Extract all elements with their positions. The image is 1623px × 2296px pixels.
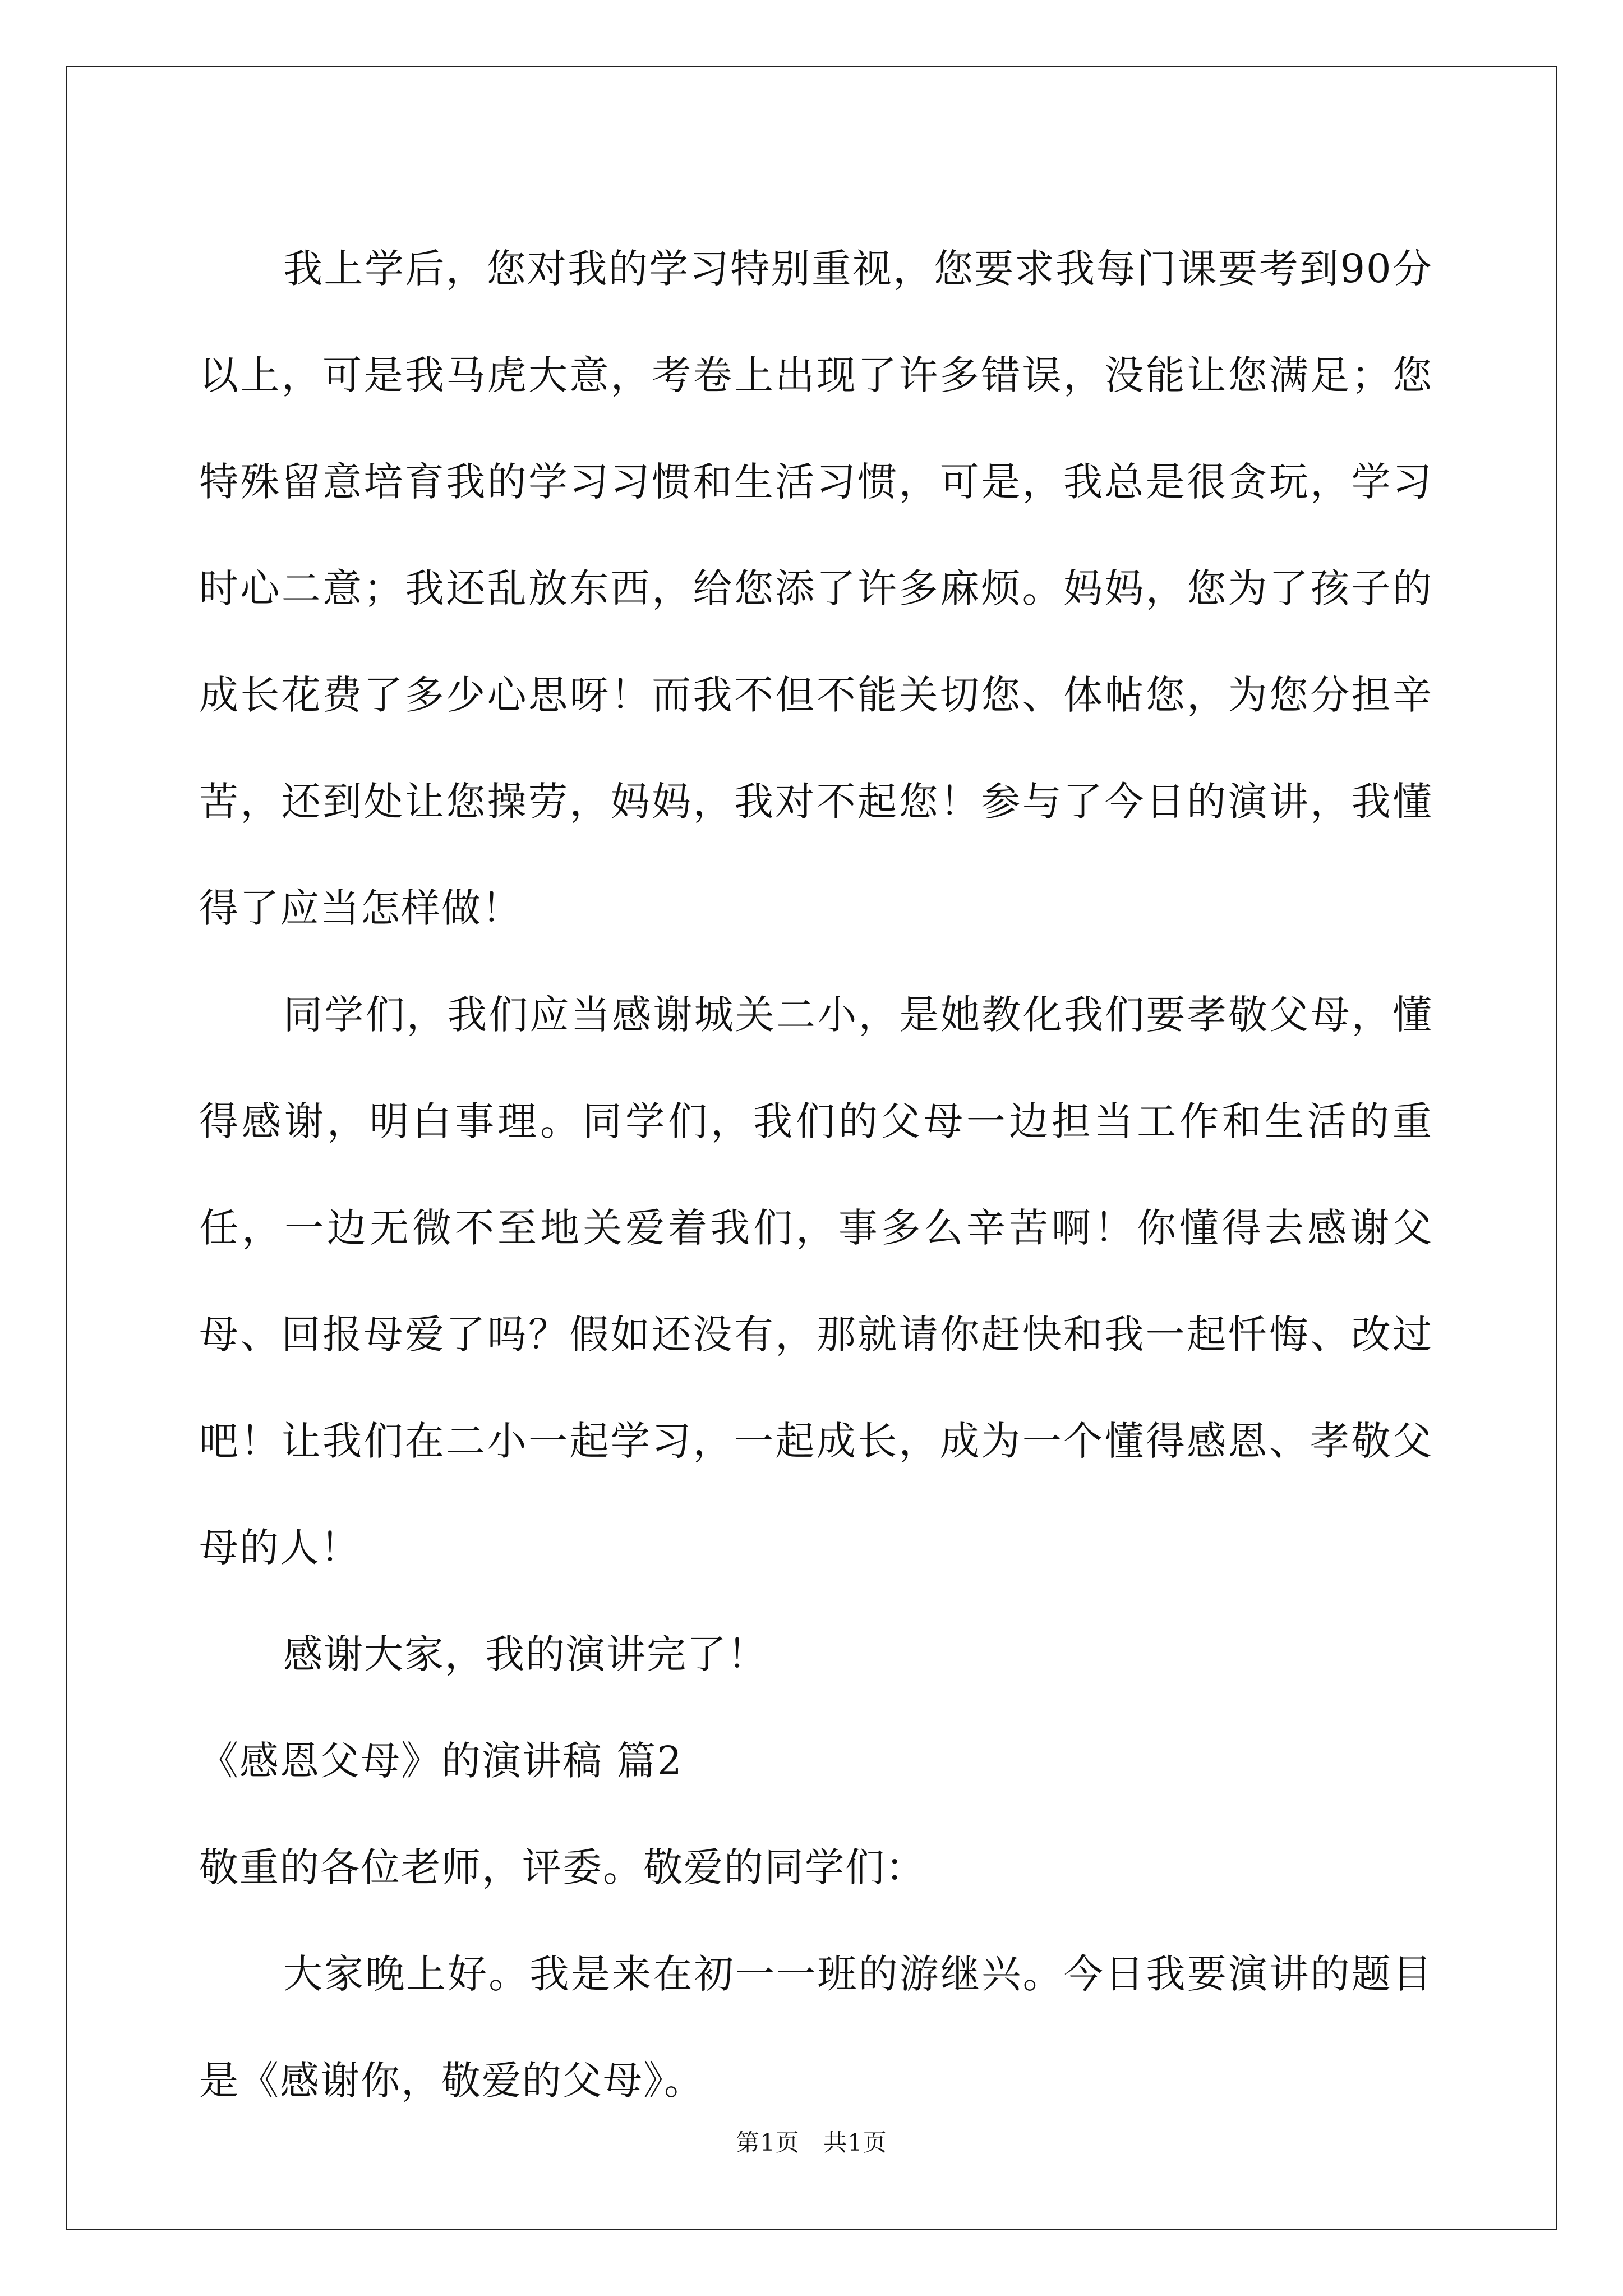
paragraph-3: 感谢大家，我的演讲完了！ — [283, 1631, 768, 1677]
paragraph-4: 大家晚上好。我是来在初一一班的游继兴。今日我要演讲的题目是《感谢你，敬爱的父母》。 — [199, 1951, 1433, 2104]
section-heading: 《感恩父母》的演讲稿 篇2 — [199, 1738, 683, 1784]
paragraph-1: 我上学后，您对我的学习特别重视，您要求我每门课要考到90分以上，可是我马虎大意，考卷上出现了许多错误，没能让您满足；您特殊留意培育我的学习习惯和生活习惯，可是，我总是很贪玩，学习时心二意；我还乱放东西，给您添了许多麻烦。妈妈，您为了孩子的成长花费了多少心思呀！而我不但不能关切您、体帖您，为您分担辛苦，还到处让您操劳，妈妈，我对不起您！参与了今日的演讲，我懂得了应当怎样做！ — [199, 246, 1433, 931]
page-number: 第1页 — [736, 2129, 800, 2156]
page-footer — [0, 2126, 1623, 2160]
paragraph-2: 同学们，我们应当感谢城关二小，是她教化我们要孝敬父母，懂得感谢，明白事理。同学们，我们的父母一边担当工作和生活的重任，一边无微不至地关爱着我们，事多么辛苦啊！你懂得去感谢父母、回报母爱了吗？假如还没有，那就请你赶快和我一起忏悔、改过吧！让我们在二小一起学习，一起成长，成为一个懂得感恩、孝敬父母的人！ — [199, 992, 1433, 1571]
page-total: 共1页 — [823, 2129, 887, 2156]
document-body — [199, 215, 1433, 2134]
salutation: 敬重的各位老师，评委。敬爱的同学们： — [199, 1844, 926, 1890]
